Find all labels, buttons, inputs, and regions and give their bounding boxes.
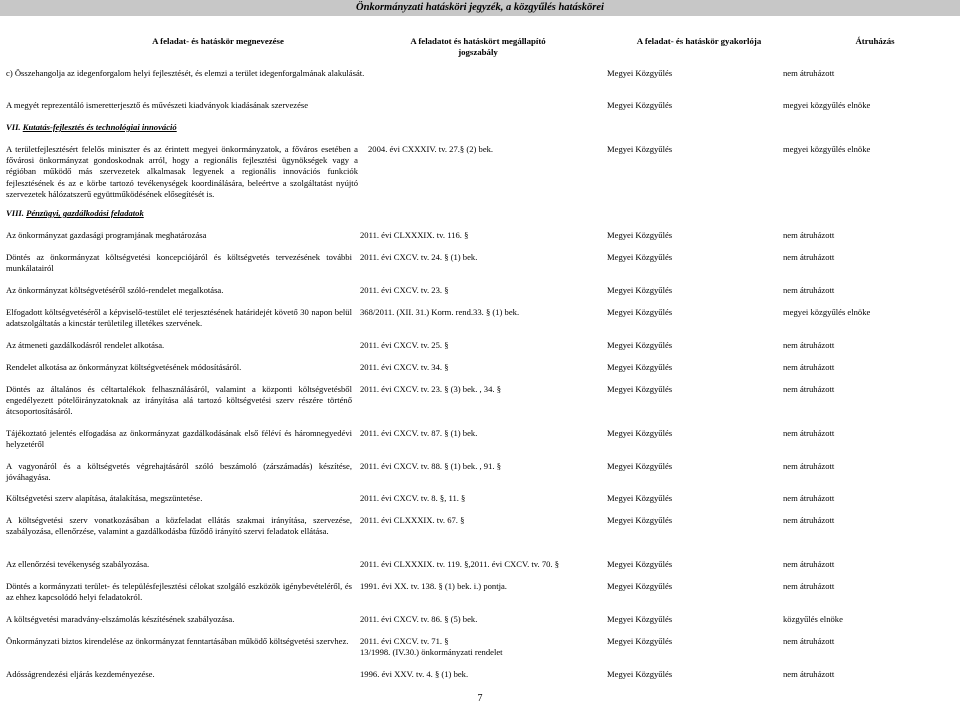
row-law: 2011. évi CLXXXIX. tv. 116. §: [360, 230, 469, 240]
row-task: Az átmeneti gazdálkodásról rendelet alkotása.: [6, 340, 165, 350]
row-task: Adósságrendezési eljárás kezdeményezése.: [6, 669, 155, 679]
row-task: Költségvetési szerv alapítása, átalakítása, megszüntetése.: [6, 493, 203, 503]
row-exerciser: Megyei Közgyűlés: [607, 362, 673, 372]
page-number: 7: [477, 693, 483, 704]
row-exerciser: Megyei Közgyűlés: [607, 285, 673, 295]
row-task: Az önkormányzat költségvetéséről szóló-rendelet megalkotása.: [6, 285, 224, 295]
row-exerciser: Megyei Közgyűlés: [607, 636, 673, 646]
header-transfer: Átruházás: [855, 36, 895, 46]
section-heading-8: [6, 208, 144, 219]
row-law-secondary: 13/1998. (IV.30.) önkormányzati rendelet: [360, 647, 503, 657]
row-exerciser: Megyei Közgyűlés: [607, 340, 673, 350]
header-task: A feladat- és hatáskör megnevezése: [152, 36, 284, 46]
row-task: A költségvetési maradvány-elszámolás készítésének szabályozása.: [6, 614, 235, 624]
row-law: 2011. évi CXCV. tv. 24. § (1) bek.: [360, 252, 478, 262]
row-exerciser: Megyei Közgyűlés: [607, 515, 673, 525]
row-task: Önkormányzati biztos kirendelése az önkormányzat fenntartásában működő költségvetési szervhez.: [6, 636, 349, 646]
row-law: 2011. évi CXCV. tv. 87. § (1) bek.: [360, 428, 478, 438]
row-law: 2011. évi CLXXXIX. tv. 119. §,2011. évi CXCV. tv. 70. §: [360, 559, 560, 569]
section-title: Pénzügyi, gazdálkodási feladatok: [26, 208, 144, 218]
row-law: 2011. évi CXCV. tv. 88. § (1) bek. , 91. §: [360, 461, 501, 471]
row-transfer: megyei közgyűlés elnöke: [783, 100, 871, 110]
row-transfer: nem átruházott: [783, 515, 835, 525]
row-task: Tájékoztató jelentés elfogadása az önkormányzat gazdálkodásának első féléví és háromnegyedévi helyzetéről: [6, 428, 352, 450]
row-transfer: nem átruházott: [783, 230, 835, 240]
section-heading-7: [6, 122, 177, 133]
row-transfer: nem átruházott: [783, 461, 835, 471]
row-transfer: nem átruházott: [783, 384, 835, 394]
row-transfer: nem átruházott: [783, 68, 835, 78]
row-exerciser: Megyei Közgyűlés: [607, 384, 673, 394]
row-task: A vagyonáról és a költségvetés végrehajtásáról szóló beszámoló (zárszámadás) készítése, jóváhagyása.: [6, 461, 352, 483]
row-exerciser: Megyei Közgyűlés: [607, 493, 673, 503]
section-number: VII.: [6, 122, 21, 132]
row-law: 2011. évi CXCV. tv. 23. §: [360, 285, 449, 295]
row-transfer: megyei közgyűlés elnöke: [783, 144, 871, 154]
row-exerciser: Megyei Közgyűlés: [607, 428, 673, 438]
row-task: Elfogadott költségvetéséről a képviselő-testület elé terjesztésének határidejét követő 30 napon belül adatszolgáltatás a kincstár területileg illetékes szervének.: [6, 307, 352, 329]
row-transfer: nem átruházott: [783, 340, 835, 350]
row-law: 2011. évi CXCV. tv. 71. §: [360, 636, 449, 646]
row-exerciser: Megyei Közgyűlés: [607, 559, 673, 569]
row-transfer: nem átruházott: [783, 669, 835, 679]
row-law: 2011. évi CXCV. tv. 34. §: [360, 362, 449, 372]
row-task: Rendelet alkotása az önkormányzat költségvetésének módosításáról.: [6, 362, 242, 372]
document-banner: Önkormányzati hatásköri jegyzék, a közgyűlés hatáskörei: [0, 0, 960, 16]
row-law: 2011. évi CLXXXIX. tv. 67. §: [360, 515, 465, 525]
row-exerciser: Megyei Közgyűlés: [607, 307, 673, 317]
row-law: 1991. évi XX. tv. 138. § (1) bek. i.) pontja.: [360, 581, 507, 591]
row-exerciser: Megyei Közgyűlés: [607, 230, 673, 240]
row-exerciser: Megyei Közgyűlés: [607, 614, 673, 624]
row-transfer: nem átruházott: [783, 428, 835, 438]
row-task: Az ellenőrzési tevékenység szabályozása.: [6, 559, 150, 569]
row-exerciser: Megyei Közgyűlés: [607, 461, 673, 471]
row-exerciser: Megyei Közgyűlés: [607, 144, 673, 154]
row-law: 2011. évi CXCV. tv. 23. § (3) bek. , 34. §: [360, 384, 501, 394]
row-task: Döntés a kormányzati terület- és településfejlesztési célokat szolgáló eszközök igénybevételéről, és az ehhez kapcsolódó helyi feladatokról.: [6, 581, 352, 603]
row-task: Az önkormányzat gazdasági programjának meghatározása: [6, 230, 207, 240]
row-transfer: közgyűlés elnöke: [783, 614, 843, 624]
row-task: A területfejlesztésért felelős miniszter és az érintett megyei önkormányzatok, a főváros esetében a fővárosi önkormányzat gondoskodnak arról, hogy a regionális fejlesztési ügynökségek vagy a régióban működő más szervezetek alkalmasak legyenek a regionális innovációs funkciók fejlesztésének és az e körbe tartozó tevékenységek koordinálására, beleértve a szolgáltatást nyújtó szervezetek hálózatszerű együttműködésének elősegítését is.: [6, 144, 358, 199]
row-transfer: nem átruházott: [783, 636, 835, 646]
row-transfer: nem átruházott: [783, 362, 835, 372]
row-transfer: nem átruházott: [783, 559, 835, 569]
row-task: Döntés az általános és céltartalékok felhasználásáról, valamint a központi költségvetésből engedélyezett pótelőirányzatoknak az irányítása alá tartozó költségvetési szerv részére történő átcsoportosításáról.: [6, 384, 352, 417]
row-exerciser: Megyei Közgyűlés: [607, 252, 673, 262]
row-exerciser: Megyei Közgyűlés: [607, 68, 673, 78]
row-law: 2011. évi CXCV. tv. 86. § (5) bek.: [360, 614, 478, 624]
row-law: 1996. évi XXV. tv. 4. § (1) bek.: [360, 669, 469, 679]
section-title: Kutatás-fejlesztés és technológiai innováció: [22, 122, 177, 132]
row-exerciser: Megyei Közgyűlés: [607, 669, 673, 679]
row-law: 2011. évi CXCV. tv. 8. §, 11. §: [360, 493, 466, 503]
row-task: A költségvetési szerv vonatkozásában a közfeladat ellátás szakmai irányítása, szervezése, szabályozása, ellenőrzése, valamint a gazdálkodásba fűződő irányító szervi feladatok ellátása.: [6, 515, 352, 537]
row-transfer: nem átruházott: [783, 285, 835, 295]
row-transfer: megyei közgyűlés elnöke: [783, 307, 871, 317]
row-exerciser: Megyei Közgyűlés: [607, 100, 673, 110]
section-number: VIII.: [6, 208, 24, 218]
row-transfer: nem átruházott: [783, 581, 835, 591]
row-law: 368/2011. (XII. 31.) Korm. rend.33. § (1) bek.: [360, 307, 520, 317]
row-exerciser: Megyei Közgyűlés: [607, 581, 673, 591]
row-task: c) Összehangolja az idegenforgalom helyi fejlesztését, és elemzi a terület idegenforgalmának alakulását.: [6, 68, 365, 78]
row-task: Döntés az önkormányzat költségvetési koncepciójáról és költségvetés tervezésének további munkálatairól: [6, 252, 352, 274]
header-exerciser: A feladat- és hatáskör gyakorlója: [636, 36, 762, 46]
row-transfer: nem átruházott: [783, 493, 835, 503]
row-law: 2011. évi CXCV. tv. 25. §: [360, 340, 449, 350]
row-law: 2004. évi CXXXIV. tv. 27.§ (2) bek.: [368, 144, 494, 154]
row-task: A megyét reprezentáló ismeretterjesztő és művészeti kiadványok kiadásának szervezése: [6, 100, 309, 110]
header-law: A feladatot és hatáskört megállapító jogszabály: [410, 36, 546, 57]
row-transfer: nem átruházott: [783, 252, 835, 262]
